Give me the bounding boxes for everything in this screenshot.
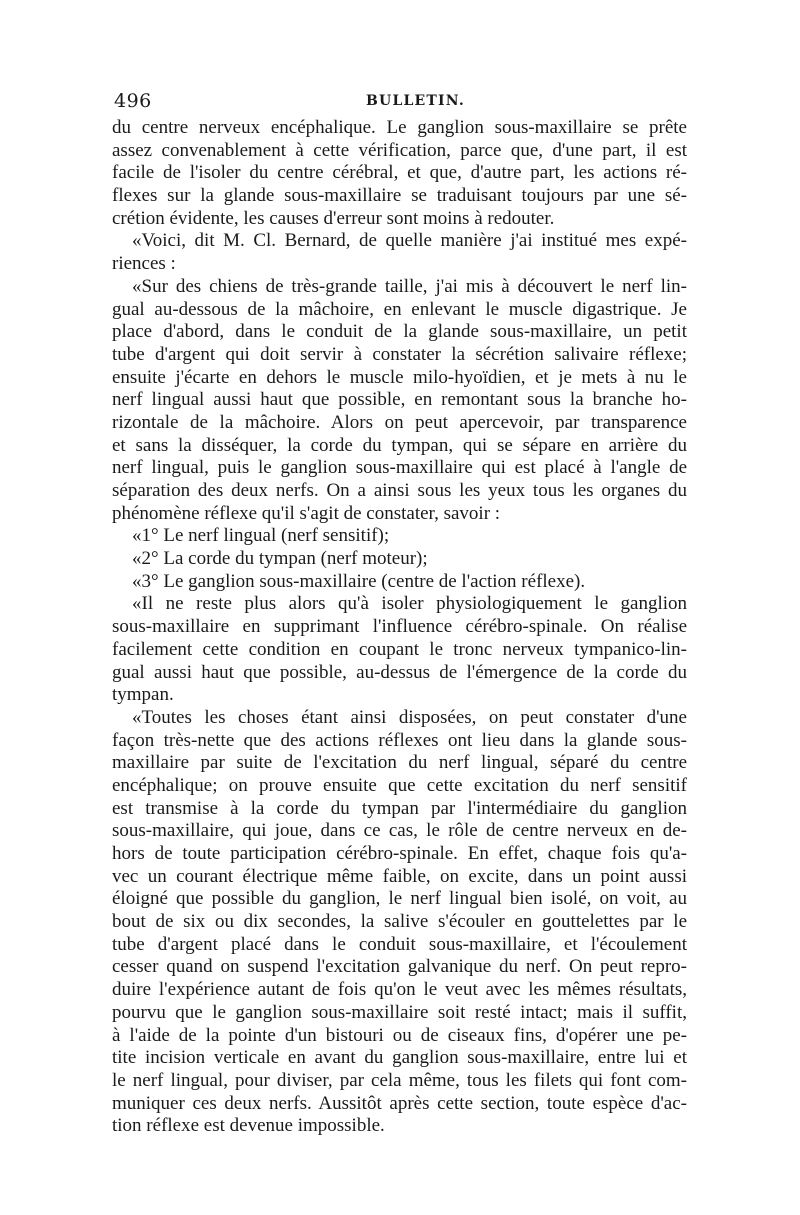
text-line: phénomène réflexe qu'il s'agit de constater, savoir : <box>112 502 501 524</box>
text-line: «Voici, dit M. Cl. Bernard, de quelle manière j'ai institué mes expé- <box>132 230 687 252</box>
text-line: assez convenablement à cette vérification, parce que, d'une part, il est <box>112 139 687 161</box>
text-line: gual aussi haut que possible, au-dessus de l'émergence de la corde du <box>112 661 687 683</box>
page-number: 496 <box>114 90 152 112</box>
text-line: tube d'argent placé dans le conduit sous-maxillaire, et l'écoulement <box>112 933 687 955</box>
text-line: tite incision verticale en avant du ganglion sous-maxillaire, entre lui et <box>112 1047 687 1069</box>
text-line: bout de six ou dix secondes, la salive s'écouler en gouttelettes par le <box>112 911 687 933</box>
text-line: séparation des deux nerfs. On a ainsi sous les yeux tous les organes du <box>112 480 687 501</box>
text-line: «3° Le ganglion sous-maxillaire (centre de l'action réflexe). <box>132 570 586 592</box>
text-line: «Sur des chiens de très-grande taille, j'ai mis à découvert le nerf lin- <box>132 275 687 297</box>
text-line: éloigné que possible du ganglion, le nerf lingual bien isolé, on voit, au <box>112 888 687 910</box>
text-line: gual au-dessous de la mâchoire, en enlevant le muscle digastrique. Je <box>112 298 687 320</box>
text-line: cesser quand on suspend l'excitation galvanique du nerf. On peut repro- <box>112 956 687 978</box>
text-line: et sans la disséquer, la corde du tympan, qui se sépare en arrière du <box>112 434 687 456</box>
body-text <box>112 117 687 1138</box>
text-line: «1° Le nerf lingual (nerf sensitif); <box>132 525 390 547</box>
running-head <box>114 90 686 114</box>
text-line: facile de l'isoler du centre cérébral, et que, d'autre part, les actions ré- <box>112 162 687 184</box>
text-line: nerf lingual aussi haut que possible, en remontant sous la branche ho- <box>112 389 687 411</box>
text-line: duire l'expérience autant de fois qu'on le veut avec les mêmes résultats, <box>112 979 687 1001</box>
text-line: sous-maxillaire, qui joue, dans ce cas, le rôle de centre nerveux en de- <box>112 820 687 842</box>
text-line: muniquer ces deux nerfs. Aussitôt après cette section, toute espèce d'ac- <box>112 1092 687 1114</box>
running-title: BULLETIN. <box>366 93 465 109</box>
text-line: flexes sur la glande sous-maxillaire se traduisant toujours par une sé- <box>112 185 687 207</box>
text-line: «2° La corde du tympan (nerf moteur); <box>132 548 428 570</box>
text-line: du centre nerveux encéphalique. Le ganglion sous-maxillaire se prête <box>112 117 687 138</box>
text-line: nerf lingual, puis le ganglion sous-maxillaire qui est placé à l'angle de <box>112 457 687 479</box>
text-line: tion réflexe est devenue impossible. <box>112 1115 385 1137</box>
text-line: vec un courant électrique même faible, on excite, dans un point aussi <box>112 865 687 887</box>
text-line: riences : <box>112 253 176 275</box>
text-line: façon très-nette que des actions réflexes ont lieu dans la glande sous- <box>112 729 687 751</box>
text-line: tympan. <box>112 684 174 706</box>
text-line: place d'abord, dans le conduit de la glande sous-maxillaire, un petit <box>112 321 687 343</box>
text-line: ensuite j'écarte en dehors le muscle milo-hyoïdien, et je mets à nu le <box>112 366 687 388</box>
text-line: maxillaire par suite de l'excitation du nerf lingual, séparé du centre <box>112 752 687 774</box>
text-line: encéphalique; on prouve ensuite que cette excitation du nerf sensitif <box>112 774 687 796</box>
text-line: rizontale de la mâchoire. Alors on peut apercevoir, par transparence <box>112 411 687 433</box>
text-line: à l'aide de la pointe d'un bistouri ou de ciseaux fins, d'opérer une pe- <box>112 1024 687 1046</box>
text-line: «Il ne reste plus alors qu'à isoler physiologiquement le ganglion <box>132 593 687 615</box>
text-line: crétion évidente, les causes d'erreur sont moins à redouter. <box>112 207 555 229</box>
text-line: hors de toute participation cérébro-spinale. En effet, chaque fois qu'a- <box>112 843 687 864</box>
text-line: «Toutes les choses étant ainsi disposées, on peut constater d'une <box>132 706 687 728</box>
text-line: le nerf lingual, pour diviser, par cela même, tous les filets qui font com- <box>112 1069 687 1091</box>
text-line: facilement cette condition en coupant le tronc nerveux tympanico-lin- <box>112 638 687 660</box>
text-line: sous-maxillaire en supprimant l'influence cérébro-spinale. On réalise <box>112 616 687 638</box>
text-line: tube d'argent qui doit servir à constater la sécrétion salivaire réflexe; <box>112 343 687 365</box>
text-line: pourvu que le ganglion sous-maxillaire soit resté intact; mais il suffit, <box>112 1001 687 1023</box>
text-line: est transmise à la corde du tympan par l'intermédiaire du ganglion <box>112 797 687 819</box>
